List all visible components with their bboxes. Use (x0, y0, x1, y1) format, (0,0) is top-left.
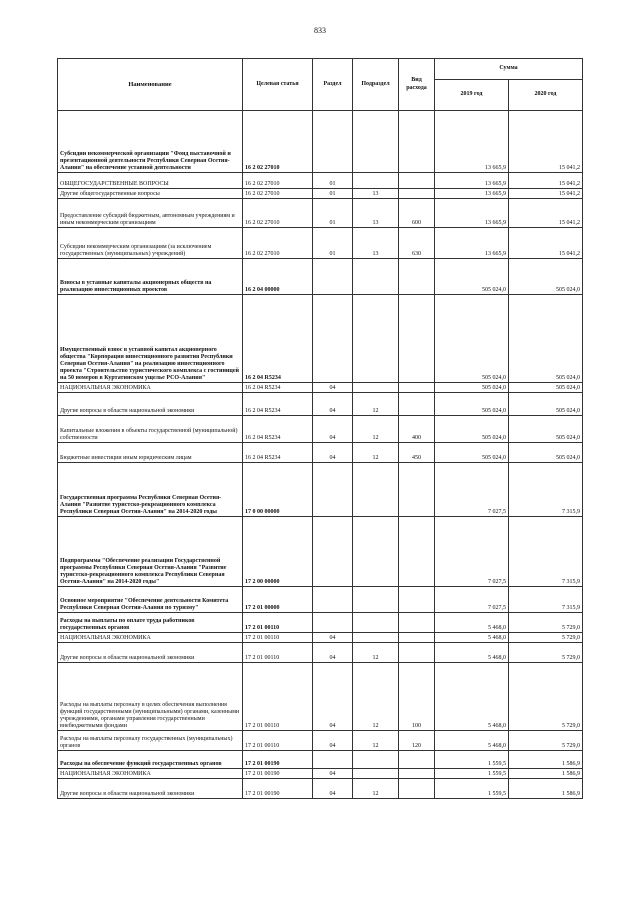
cell-expense-type: 600 (399, 199, 435, 228)
cell-section: 04 (313, 643, 353, 663)
cell-section: 04 (313, 663, 353, 731)
cell-expense-type: 450 (399, 443, 435, 463)
cell-sum-2020: 15 041,2 (509, 173, 583, 189)
table-row (58, 228, 583, 259)
cell-subsection (353, 259, 399, 295)
cell-expense-type: 400 (399, 416, 435, 443)
cell-target-code: 16 2 04 R5234 (243, 295, 313, 383)
cell-name: Капитальные вложения в объекты государственной (муниципальной) собственности (58, 416, 243, 443)
table-row (58, 295, 583, 383)
cell-subsection (353, 383, 399, 393)
cell-name: Расходы на выплаты по оплате труда работников государственных органов (58, 613, 243, 633)
cell-sum-2020: 7 315,9 (509, 587, 583, 613)
cell-sum-2019: 5 468,0 (435, 731, 509, 751)
cell-sum-2020: 505 024,0 (509, 259, 583, 295)
cell-expense-type (399, 383, 435, 393)
cell-section (313, 751, 353, 769)
cell-sum-2020: 5 729,0 (509, 633, 583, 643)
cell-name: Субсидии некоммерческим организациям (за исключением государственных (муниципальных) учреждений) (58, 228, 243, 259)
cell-expense-type (399, 393, 435, 416)
header-subsection: Подраздел (353, 59, 399, 111)
cell-sum-2019: 7 027,5 (435, 463, 509, 517)
table-row (58, 751, 583, 769)
cell-sum-2020: 1 586,9 (509, 751, 583, 769)
cell-target-code: 17 2 01 00110 (243, 731, 313, 751)
header-expense-type: Вид расхода (399, 59, 435, 111)
cell-sum-2020: 1 586,9 (509, 769, 583, 779)
cell-section: 04 (313, 393, 353, 416)
cell-section: 04 (313, 779, 353, 799)
cell-sum-2019: 1 559,5 (435, 769, 509, 779)
cell-expense-type (399, 779, 435, 799)
table-row (58, 173, 583, 189)
page-number: 833 (314, 26, 326, 35)
cell-subsection: 12 (353, 663, 399, 731)
cell-sum-2019: 505 024,0 (435, 295, 509, 383)
cell-subsection (353, 613, 399, 633)
cell-section: 04 (313, 443, 353, 463)
cell-sum-2020: 505 024,0 (509, 416, 583, 443)
cell-target-code: 16 2 04 00000 (243, 259, 313, 295)
cell-name: НАЦИОНАЛЬНАЯ ЭКОНОМИКА (58, 769, 243, 779)
table-row (58, 731, 583, 751)
cell-section (313, 613, 353, 633)
table-header (58, 59, 583, 111)
table-row (58, 663, 583, 731)
cell-sum-2019: 7 027,5 (435, 587, 509, 613)
cell-subsection (353, 295, 399, 383)
cell-section: 01 (313, 173, 353, 189)
cell-sum-2020: 5 729,0 (509, 643, 583, 663)
cell-name: Расходы на обеспечение функций государственных органов (58, 751, 243, 769)
cell-section: 04 (313, 633, 353, 643)
cell-target-code: 17 0 00 00000 (243, 463, 313, 517)
cell-target-code: 16 2 02 27010 (243, 199, 313, 228)
cell-expense-type (399, 751, 435, 769)
cell-name: Имущественный взнос в уставной капитал акционерного общества "Корпорация инвестиционного развития Республики Северная Осетия-Алания" на реализацию инвестиционного проекта "Строительство туристического комплекса с гостиницей на 50 номеров в Куртатинском ущелье РСО-Алания" (58, 295, 243, 383)
cell-name: ОБЩЕГОСУДАРСТВЕННЫЕ ВОПРОСЫ (58, 173, 243, 189)
cell-name: Подпрограмма "Обеспечение реализации Государственной программы Республики Северная Осетия-Алания "Развитие туристско-рекреационного комплекса Республики Северная Осетия-Алания" на 2014-2020 годы" (58, 517, 243, 587)
cell-subsection: 13 (353, 199, 399, 228)
cell-sum-2020: 5 729,0 (509, 731, 583, 751)
cell-subsection: 12 (353, 416, 399, 443)
cell-sum-2019: 1 559,5 (435, 779, 509, 799)
cell-sum-2019: 13 665,9 (435, 228, 509, 259)
header-year-2019: 2019 год (435, 80, 509, 111)
header-name: Наименование (58, 59, 243, 111)
cell-name: Взносы в уставные капиталы акционерных обществ на реализацию инвестиционных проектов (58, 259, 243, 295)
table-row (58, 259, 583, 295)
cell-expense-type (399, 613, 435, 633)
cell-sum-2019: 13 665,9 (435, 111, 509, 173)
cell-subsection: 12 (353, 393, 399, 416)
cell-target-code: 16 2 04 R5234 (243, 443, 313, 463)
table-row (58, 517, 583, 587)
cell-expense-type (399, 517, 435, 587)
table-row (58, 189, 583, 199)
cell-target-code: 17 2 01 00110 (243, 663, 313, 731)
cell-target-code: 16 2 04 R5234 (243, 393, 313, 416)
table-row (58, 393, 583, 416)
cell-target-code: 17 2 01 00190 (243, 779, 313, 799)
cell-target-code: 17 2 01 00000 (243, 587, 313, 613)
cell-subsection: 13 (353, 189, 399, 199)
cell-sum-2020: 505 024,0 (509, 393, 583, 416)
table-row (58, 463, 583, 517)
cell-name: Бюджетные инвестиции иным юридическим лицам (58, 443, 243, 463)
cell-sum-2019: 13 665,9 (435, 189, 509, 199)
header-sum: Сумма (435, 59, 583, 80)
cell-sum-2019: 5 468,0 (435, 633, 509, 643)
cell-sum-2019: 5 468,0 (435, 663, 509, 731)
header-year-2020: 2020 год (509, 80, 583, 111)
cell-sum-2019: 1 559,5 (435, 751, 509, 769)
cell-name: Расходы на выплаты персоналу государственных (муниципальных) органов (58, 731, 243, 751)
cell-expense-type: 100 (399, 663, 435, 731)
cell-name: Другие общегосударственные вопросы (58, 189, 243, 199)
cell-subsection: 12 (353, 779, 399, 799)
table-row (58, 199, 583, 228)
cell-section (313, 517, 353, 587)
cell-sum-2020: 505 024,0 (509, 383, 583, 393)
cell-name: Другие вопросы в области национальной экономики (58, 779, 243, 799)
cell-target-code: 16 2 02 27010 (243, 111, 313, 173)
cell-subsection: 12 (353, 443, 399, 463)
cell-subsection (353, 173, 399, 189)
budget-table (57, 58, 583, 799)
table-row (58, 587, 583, 613)
cell-subsection (353, 463, 399, 517)
cell-target-code: 16 2 04 R5234 (243, 383, 313, 393)
cell-expense-type (399, 769, 435, 779)
cell-section: 04 (313, 383, 353, 393)
cell-expense-type (399, 587, 435, 613)
cell-expense-type (399, 173, 435, 189)
cell-subsection (353, 769, 399, 779)
cell-section (313, 259, 353, 295)
cell-name: Расходы на выплаты персоналу в целях обеспечения выполнения функций государственными (муниципальными) органами, казенными учреждениями, органами управления государственными внебюджетными фондами (58, 663, 243, 731)
cell-sum-2019: 505 024,0 (435, 259, 509, 295)
cell-sum-2019: 5 468,0 (435, 643, 509, 663)
cell-sum-2020: 5 729,0 (509, 663, 583, 731)
cell-subsection: 12 (353, 731, 399, 751)
header-target: Целевая статья (243, 59, 313, 111)
cell-sum-2020: 15 041,2 (509, 189, 583, 199)
cell-expense-type (399, 111, 435, 173)
cell-sum-2019: 505 024,0 (435, 443, 509, 463)
cell-section: 01 (313, 199, 353, 228)
cell-name: Другие вопросы в области национальной экономики (58, 643, 243, 663)
cell-expense-type (399, 295, 435, 383)
cell-section (313, 463, 353, 517)
table-row (58, 613, 583, 633)
cell-expense-type: 630 (399, 228, 435, 259)
cell-name: Основное мероприятие "Обеспечение деятельности Комитета Республики Северная Осетия-Алания по туризму" (58, 587, 243, 613)
cell-expense-type (399, 259, 435, 295)
table-row (58, 779, 583, 799)
cell-sum-2020: 7 315,9 (509, 517, 583, 587)
cell-target-code: 17 2 01 00190 (243, 769, 313, 779)
cell-target-code: 17 2 01 00110 (243, 613, 313, 633)
cell-sum-2019: 7 027,5 (435, 517, 509, 587)
cell-section: 04 (313, 416, 353, 443)
table-row (58, 769, 583, 779)
cell-target-code: 16 2 04 R5234 (243, 416, 313, 443)
cell-target-code: 17 2 01 00110 (243, 633, 313, 643)
cell-section: 04 (313, 731, 353, 751)
cell-expense-type (399, 643, 435, 663)
cell-sum-2020: 15 041,2 (509, 199, 583, 228)
cell-section: 01 (313, 189, 353, 199)
table-row (58, 416, 583, 443)
cell-section: 01 (313, 228, 353, 259)
cell-sum-2020: 7 315,9 (509, 463, 583, 517)
cell-sum-2020: 505 024,0 (509, 295, 583, 383)
cell-sum-2019: 505 024,0 (435, 416, 509, 443)
cell-expense-type (399, 189, 435, 199)
cell-sum-2019: 5 468,0 (435, 613, 509, 633)
table-row (58, 383, 583, 393)
cell-expense-type: 120 (399, 731, 435, 751)
cell-target-code: 17 2 01 00110 (243, 643, 313, 663)
cell-subsection (353, 111, 399, 173)
cell-expense-type (399, 633, 435, 643)
cell-section: 04 (313, 769, 353, 779)
cell-section (313, 295, 353, 383)
cell-name: Государственная программа Республики Северная Осетия-Алания "Развитие туристско-рекреационного комплекса Республики Северная Осетия-Алания" на 2014-2020 годы (58, 463, 243, 517)
table-body (58, 111, 583, 799)
cell-subsection: 13 (353, 228, 399, 259)
table-row (58, 111, 583, 173)
cell-sum-2019: 505 024,0 (435, 393, 509, 416)
cell-sum-2020: 15 041,2 (509, 228, 583, 259)
cell-subsection (353, 587, 399, 613)
cell-name: Предоставление субсидий бюджетным, автономным учреждениям и иным некоммерческим организациям (58, 199, 243, 228)
cell-name: НАЦИОНАЛЬНАЯ ЭКОНОМИКА (58, 383, 243, 393)
cell-target-code: 17 2 01 00190 (243, 751, 313, 769)
cell-target-code: 16 2 02 27010 (243, 228, 313, 259)
cell-subsection: 12 (353, 643, 399, 663)
cell-section (313, 587, 353, 613)
cell-subsection (353, 751, 399, 769)
cell-expense-type (399, 463, 435, 517)
cell-sum-2020: 5 729,0 (509, 613, 583, 633)
cell-sum-2020: 1 586,9 (509, 779, 583, 799)
cell-sum-2019: 505 024,0 (435, 383, 509, 393)
cell-subsection (353, 633, 399, 643)
cell-target-code: 16 2 02 27010 (243, 173, 313, 189)
cell-sum-2020: 505 024,0 (509, 443, 583, 463)
cell-name: НАЦИОНАЛЬНАЯ ЭКОНОМИКА (58, 633, 243, 643)
header-section: Раздел (313, 59, 353, 111)
cell-section (313, 111, 353, 173)
table-row (58, 633, 583, 643)
table-row (58, 443, 583, 463)
cell-name: Другие вопросы в области национальной экономики (58, 393, 243, 416)
table-row (58, 643, 583, 663)
cell-subsection (353, 517, 399, 587)
cell-sum-2020: 15 041,2 (509, 111, 583, 173)
cell-sum-2019: 13 665,9 (435, 173, 509, 189)
cell-sum-2019: 13 665,9 (435, 199, 509, 228)
cell-target-code: 17 2 00 00000 (243, 517, 313, 587)
cell-name: Субсидии некоммерческой организации "Фонд выставочной и презентационной деятельности Республики Северная Осетия-Алания" на обеспечение уставной деятельности (58, 111, 243, 173)
cell-target-code: 16 2 02 27010 (243, 189, 313, 199)
